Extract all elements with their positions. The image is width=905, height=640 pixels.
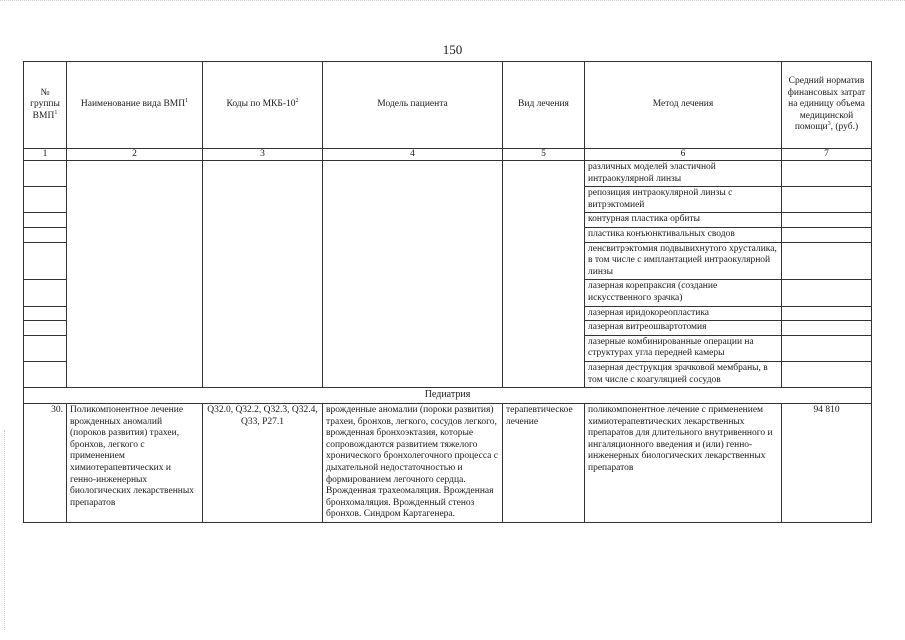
section-row <box>24 388 872 404</box>
header-treatment-method: Метод лечения <box>585 62 782 149</box>
vmp-table <box>23 61 872 523</box>
treatment-method: поликомпонентное лечение с применением химиотерапевтических лекарственных препаратов для длительного внутривенного и ингаляционного введения и (или) генно-инженерных биологических лекарственных препаратов <box>585 404 782 523</box>
scan-side-mark <box>4 430 6 630</box>
scan-edge-mark <box>0 0 905 5</box>
continuation-codes-cell <box>203 161 323 388</box>
column-number: 2 <box>67 149 203 161</box>
header-vmp-name: Наименование вида ВМП$^1$ <box>67 62 203 149</box>
table-header-row <box>24 62 872 149</box>
section-title: Педиатрия <box>24 388 872 404</box>
column-number-row <box>24 149 872 161</box>
treatment-type: терапевтическое лечение <box>503 404 585 523</box>
continuation-model-cell <box>323 161 503 388</box>
column-number: 3 <box>203 149 323 161</box>
column-number: 6 <box>585 149 782 161</box>
continuation-type-cell <box>503 161 585 388</box>
header-group-number: № группы ВМП$^1$ <box>24 62 67 149</box>
column-number: 7 <box>782 149 872 161</box>
column-number: 4 <box>323 149 503 161</box>
header-patient-model: Модель пациента <box>323 62 503 149</box>
table-row <box>24 161 872 187</box>
method-cell: различных моделей эластичной интраокулярной линзы <box>585 161 782 187</box>
icd-codes: Q32.0, Q32.2, Q32.3, Q32.4, Q33, P27.1 <box>203 404 323 523</box>
vmp-name: Поликомпонентное лечение врожденных аномалий (пороков развития) трахеи, бронхов, легкого с применением химиотерапевтических и генно-инженерных биологических лекарственных препаратов <box>67 404 203 523</box>
average-cost: 94 810 <box>782 404 872 523</box>
method-cell: лазерная деструкция зрачковой мембраны, в том числе с коагуляцией сосудов <box>585 361 782 387</box>
method-cell: контурная пластика орбиты <box>585 213 782 228</box>
method-cell: лазерная витреошвартотомия <box>585 321 782 336</box>
patient-model: врожденные аномалии (пороки развития) трахеи, бронхов, легкого, сосудов легкого, врожденная бронхоэктазия, которые сопровождаются развитием тяжелого хронического бронхолегочного процесса с дыхательной недостаточностью и формированием легочного сердца. Врожденная трахеомаляция. Врожденная бронхомаляция. Врожденный стеноз бронхов. Синдром Картагенера. <box>323 404 503 523</box>
header-average-cost: Средний норматив финансовых затрат на единицу объема медицинской помощи$^3$, (руб.) <box>782 62 872 149</box>
method-cell: лазерные комбинированные операции на структурах угла передней камеры <box>585 335 782 361</box>
group-number: 30. <box>24 404 67 523</box>
continuation-name-cell <box>67 161 203 388</box>
header-icd-codes: Коды по МКБ-$10^2$ <box>203 62 323 149</box>
column-number: 1 <box>24 149 67 161</box>
table-row <box>24 404 872 523</box>
method-cell: ленсвитрэктомия подвывихнутого хрусталика, в том числе с имплантацией интраокулярной линзы <box>585 242 782 280</box>
page-number: 150 <box>442 42 463 57</box>
method-cell: пластика конъюнктивальных сводов <box>585 227 782 242</box>
method-cell: лазерная иридокореопластика <box>585 306 782 321</box>
column-number: 5 <box>503 149 585 161</box>
method-cell: репозиция интраокулярной линзы с витрэктомией <box>585 187 782 213</box>
header-treatment-type: Вид лечения <box>503 62 585 149</box>
method-cell: лазерная корепраксия (создание искусственного зрачка) <box>585 280 782 306</box>
